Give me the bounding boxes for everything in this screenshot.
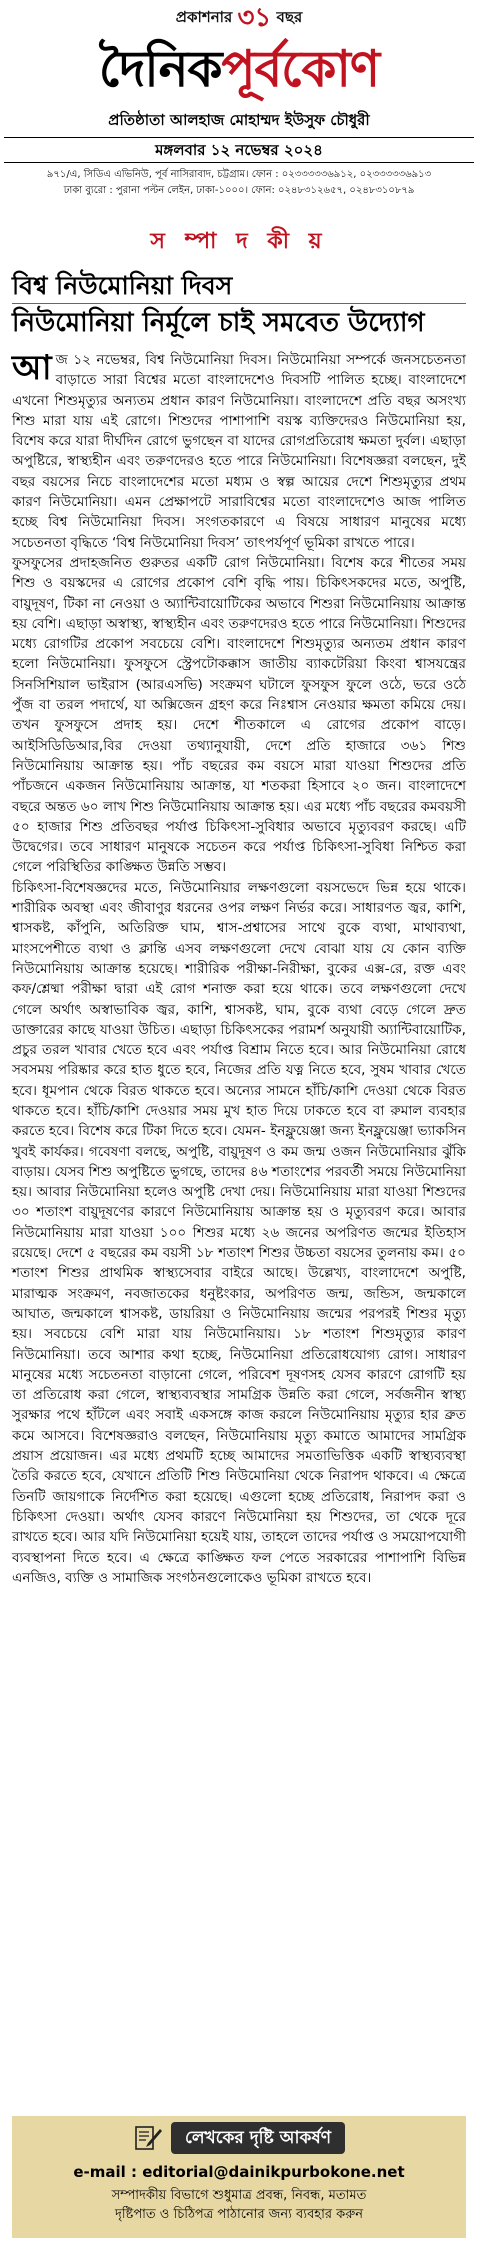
anniversary-number: ৩১ [237, 3, 272, 33]
logo-part-a: দৈনিক [98, 40, 222, 98]
notice-text-line-1: সম্পাদকীয় বিভাগে শুধুমাত্র প্রবন্ধ, নিবন্ধ, মতামত [111, 2188, 367, 2203]
logo-part-b: পূর্বকোণ [221, 40, 380, 98]
anniversary-tagline [0, 3, 478, 33]
editorial-body [12, 350, 466, 1588]
address-line-1: ৯৭১/এ, সিডিএ এভিনিউ, পূর্ব নাসিরাবাদ, চট্টগ্রাম। ফোন : ০২৩৩৩৩৩৬৯১২, ০২৩৩৩৩৩৬৯১৩ [46, 169, 432, 180]
writer-notice-box [12, 2116, 466, 2238]
section-title: স ম্পা দ কী য় [150, 229, 328, 254]
paragraph: আজ ১২ নভেম্বর, বিশ্ব নিউমোনিয়া দিবস। নিউমোনিয়া সম্পর্কে জনসচেতনতা বাড়াতে সারা বিশ্বের মতো বাংলাদেশেও দিবসটি পালিত হচ্ছে। বাংলাদেশে এখনো শিশুমৃত্যুর অন্যতম প্রধান কারণ নিউমোনিয়া। বাংলাদেশে প্রতি বছর অসংখ্য শিশু মারা যায় এই রোগে। শিশুদের পাশাপাশি বয়স্ক ব্যক্তিদেরও নিউমোনিয়া হয়, বিশেষ করে যারা দীর্ঘদিন রোগে ভুগছেন বা যাদের রোগপ্রতিরোধ ক্ষমতা দুর্বল। এছাড়া অপুষ্টিরে, স্বাস্থ্যহীন এবং তরুণদেরও হতে পারে নিউমোনিয়া। বিশেষজ্ঞরা বলছেন, দুই বছর বয়সের নিচে বাংলাদেশের মতো মধ্যম ও স্বল্প আয়ের দেশে শিশুমৃত্যুর প্রথম কারণ নিউমোনিয়া। এমন প্রেক্ষাপটে সারাবিশ্বের মতো বাংলাদেশেও আজ পালিত হচ্ছে বিশ্ব নিউমোনিয়া দিবস। সংগতকারণে এ বিষয়ে সাধারণ মানুষের মধ্যে সচেতনতা বৃদ্ধিতে ‘বিশ্ব নিউমোনিয়া দিবস’ তাৎপর্যপূর্ণ ভূমিকা রাখতে পারে। [12, 348, 466, 551]
newspaper-logo [0, 35, 478, 103]
headline-primary: বিশ্ব নিউমোনিয়া দিবস [12, 269, 466, 304]
paragraph: ফুসফুসের প্রদাহজনিত গুরুতর একটি রোগ নিউমোনিয়া। বিশেষ করে শীতের সময় শিশু ও বয়স্কদের এ রোগের প্রকোপ বেশি বৃদ্ধি পায়। চিকিৎসকদের মতে, অপুষ্টি, বায়ুদূষণ, টিকা না নেওয়া ও অ্যান্টিবায়োটিকের অভাবে শিশুরা নিউমোনিয়ায় আক্রান্ত হয় বেশি। এছাড়া অস্বাস্থ্য, স্বাস্থ্যহীন এবং তরুণদেরও হতে পারে নিউমোনিয়া। শিশুদের মধ্যে রোগটির প্রকোপ সবচেয়ে বেশি। বাংলাদেশে শিশুমৃত্যুর অন্যতম প্রধান কারণ হলো নিউমোনিয়া। ফুসফুসে স্ট্রেপটোকক্কাস জাতীয় ব্যাকটেরিয়া কিংবা শ্বাসযন্ত্রের সিনসিশিয়াল ভাইরাস (আরএসভি) সংক্রমণ ঘটালে ফুসফুস ফুলে ওঠে, ভরে ওঠে পুঁজ বা তরল পদার্থে, যা অক্সিজেন গ্রহণ করে নিঃশ্বাস নেওয়ার ক্ষমতা কমিয়ে দেয়। তখন ফুসফুসে প্রদাহ হয়। দেশে শীতকালে এ রোগের প্রকোপ বাড়ে। আইসিডিডিআর,বির দেওয়া তথ্যানুযায়ী, দেশে প্রতি হাজারে ৩৬১ শিশু নিউমোনিয়ায় আক্রান্ত হয়। পাঁচ বছরের কম বয়সে মারা যাওয়া শিশুদের প্রতি পাঁচজনে একজন নিউমোনিয়ায় আক্রান্ত, যা শতকরা হিসাবে ২০ জন। বাংলাদেশে বছরে অন্তত ৬০ লাখ শিশু নিউমোনিয়ায় আক্রান্ত হয়। এর মধ্যে পাঁচ বছরের কমবয়সী ৫০ হাজার শিশু প্রতিবছর পর্যাপ্ত চিকিৎসা-সুবিধার অভাবে মৃত্যুবরণ করছে। এটি উদ্বেগের। তবে সাধারণ মানুষকে সচেতন করে পর্যাপ্ত চিকিৎসা-সুবিধা নিশ্চিত করা গেলে পরিস্থিতির কাঙ্ক্ষিত উন্নতি সম্ভব। [12, 554, 467, 876]
paragraph: চিকিৎসা-বিশেষজ্ঞদের মতে, নিউমোনিয়ার লক্ষণগুলো বয়সভেদে ভিন্ন হয়ে থাকে। শারীরিক অবস্থা এবং জীবাণুর ধরনের ওপর লক্ষণ নির্ভর করে। সাধারণত জ্বর, কাশি, শ্বাসকষ্ট, কাঁপুনি, অতিরিক্ত ঘাম, শ্বাস-প্রশ্বাসের সাথে বুকে ব্যথা, মাথাব্যথা, মাংসপেশীতে ব্যথা ও ক্লান্তি এসব লক্ষণগুলো দেখে বোঝা যায় যে কোন ব্যক্তি নিউমোনিয়ায় আক্রান্ত হয়েছে। শারীরিক পরীক্ষা-নিরীক্ষা, বুকের এক্স-রে, রক্ত এবং কফ/শ্লেষ্মা পরীক্ষা দ্বারা এই রোগ শনাক্ত করা হয়ে থাকে। তবে লক্ষণগুলো দেখে গেলে অর্থাৎ অস্বাভাবিক জ্বর, কাশি, শ্বাসকষ্ট, ঘাম, বুকে ব্যথা বেড়ে গেলে দ্রুত ডাক্তারের কাছে যাওয়া উচিত। এছাড়া চিকিৎসকের পরামর্শ অনুযায়ী অ্যান্টিবায়োটিক, প্রচুর তরল খাবার খেতে হবে এবং পর্যাপ্ত বিশ্রাম নিতে হবে। আর নিউমোনিয়া রোধে সবসময় পরিষ্কার করে হাত ধুতে হবে, নিজের প্রতি যত্ন নিতে হবে, সুষম খাবার খেতে হবে। ধূমপান থেকে বিরত থাকতে হবে। অন্যের সামনে হাঁচি/কাশি দেওয়া থেকে বিরত থাকতে হবে। হাঁচি/কাশি দেওয়ার সময় মুখ হাত দিয়ে ঢাকতে হবে বা রুমাল ব্যবহার করতে হবে। বিশেষ করে টিকা দিতে হবে। যেমন- ইনফ্লুয়েঞ্জা জন্য ইনফ্লুয়েঞ্জা ভ্যাকসিন খুবই কার্যকর। গবেষণা বলছে, অপুষ্টি, বায়ুদূষণ ও কম জন্ম ওজন নিউমোনিয়ার ঝুঁকি বাড়ায়। যেসব শিশু অপুষ্টিতে ভুগছে, তাদের ৪৬ শতাংশের পরবর্তী সময়ে নিউমোনিয়া হয়। আবার নিউমোনিয়া হলেও অপুষ্টি দেখা দেয়। নিউমোনিয়ায় মারা যাওয়া শিশুদের ৩০ শতাংশ বায়ুদূষণের কারণে নিউমোনিয়ায় আক্রান্ত হয় ও মৃত্যুবরণ করে। আবার নিউমোনিয়ায় মারা যাওয়া ১০০ শিশুর মধ্যে ২৬ জনের অপরিণত জন্মের ইতিহাস রয়েছে। দেশে ৫ বছরের কম বয়সী ১৮ শতাংশ শিশুর উচ্চতা বয়সের তুলনায় কম। ৫০ শতাংশ শিশুর প্রাথমিক স্বাস্থ্যসেবার বাইরে আছে। উল্লেখ্য, বাংলাদেশে অপুষ্টি, মারাত্মক সংক্রমণ, নবজাতকের ধনুষ্টংকার, অপরিণত জন্ম, জন্ডিস, জন্মকালে আঘাত, জন্মকালে শ্বাসকষ্ট, ডায়রিয়া ও নিউমোনিয়ায় জন্মের পরপরই শিশুর মৃত্যু হয়। সবচেয়ে বেশি মারা যায় নিউমোনিয়ায়। ১৮ শতাংশ শিশুমৃত্যুর কারণ নিউমোনিয়া। তবে আশার কথা হচ্ছে, নিউমোনিয়া প্রতিরোধযোগ্য রোগ। সাধারণ মানুষের মধ্যে সচেতনতা বাড়ানো গেলে, পরিবেশ দূষণসহ যেসব কারণে রোগটি হয় তা প্রতিরোধ করা গেলে, স্বাস্থ্যব্যবস্থার সামগ্রিক উন্নতি করা গেলে, সর্বজনীন স্বাস্থ্য সুরক্ষার পথে হাঁটলে এবং সবাই একসঙ্গে কাজ করলে নিউমোনিয়ায় মৃত্যুর হার ব্রুত কমে আসবে। বিশেষজ্ঞরাও বলছেন, নিউমোনিয়ায় মৃত্যু কমাতে আমাদের সামগ্রিক প্রয়াস প্রয়োজন। এর মধ্যে প্রথমটি হচ্ছে আমাদের সমতাভিত্তিক একটি স্বাস্থ্যব্যবস্থা তৈরি করতে হবে, যেখানে প্রতিটি শিশু নিউমোনিয়া থেকে নিরাপদ থাকবে। এ ক্ষেত্রে তিনটি জায়গাকে নির্দেশিত করা হয়েছে। এগুলো হচ্ছে প্রতিরোধ, নিরাপদ করা ও চিকিৎসা দেওয়া। অর্থাৎ যেসব কারণে নিউমোনিয়া হয় শিশুদের, তা থেকে দূরে রাখতে হবে। আর যদি নিউমোনিয়া হয়েই যায়, তাহলে তাদের পর্যাপ্ত ও সময়োপযোগী ব্যবস্থাপনা দিতে হবে। এ ক্ষেত্রে কাঙ্ক্ষিত ফল পেতে সরকারের পাশাপাশি বিভিন্ন এনজিও, ব্যক্তি ও সামাজিক সংগঠনগুলোকেও ভূমিকা রাখতে হবে। [12, 879, 466, 1586]
anniversary-suffix: বছর [276, 8, 303, 26]
dropcap: আ [12, 348, 52, 388]
notice-header [22, 2122, 456, 2154]
pen-writing-icon [133, 2123, 163, 2153]
founder-line: প্রতিষ্ঠাতা আলহাজ মোহাম্মদ ইউসুফ চৌধুরী [108, 111, 370, 129]
headline-secondary: নিউমোনিয়া নির্মূলে চাই সমবেত উদ্যোগ [12, 308, 425, 338]
dateline: মঙ্গলবার ১২ নভেম্বর ২০২৪ [4, 137, 474, 163]
masthead [0, 0, 478, 199]
notice-text-line-2: দৃষ্টিপাত ও চিঠিপত্র পাঠানোর জন্য ব্যবহার করুন [114, 2207, 364, 2222]
address-line-2: ঢাকা ব্যুরো : পুরানা পল্টন লেইন, ঢাকা-১০০০। ফোন: ০২৪৮৩১২৬৫৭, ০২৪৮৩১০৮৭৯ [63, 185, 415, 196]
notice-title: লেখকের দৃষ্টি আকর্ষণ [171, 2122, 345, 2154]
editorial-email[interactable]: e-mail : editorial@dainikpurbokone.net [73, 2163, 405, 2181]
anniversary-prefix: প্রকাশনার [175, 8, 233, 26]
